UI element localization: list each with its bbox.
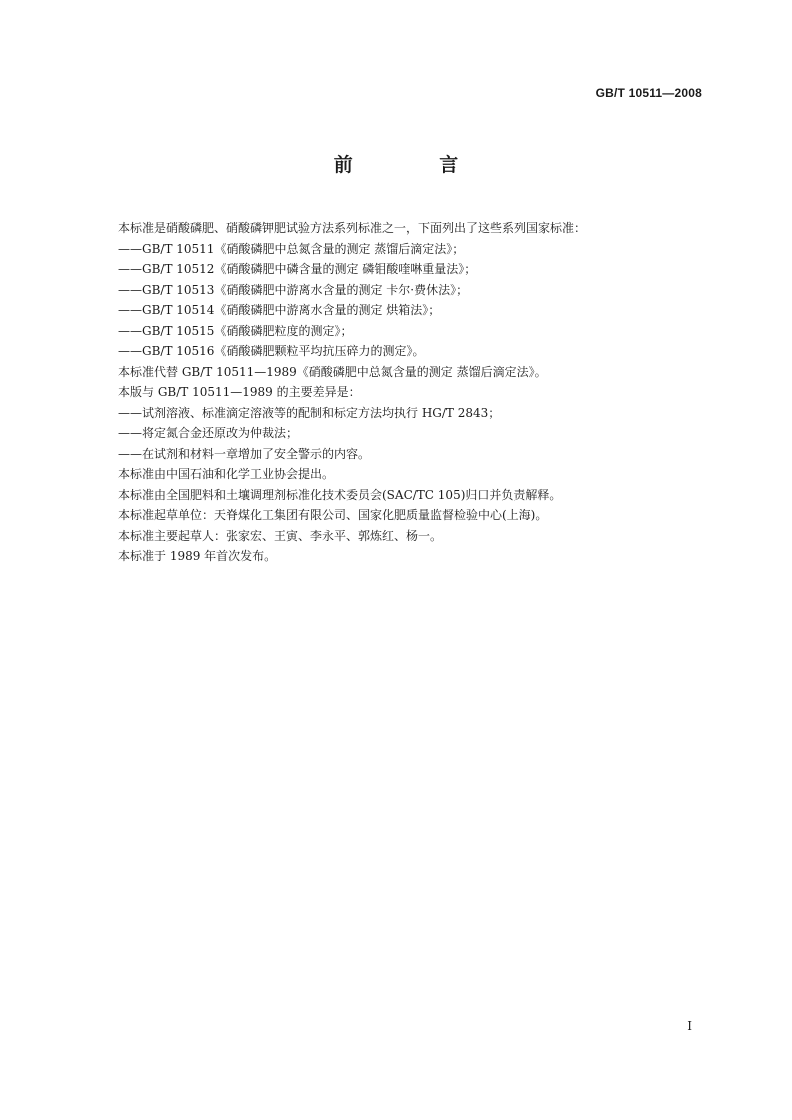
list-item-difference-1: ——试剂溶液、标准滴定溶液等的配制和标定方法均执行 HG/T 2843； xyxy=(118,405,501,420)
paragraph-drafters: 本标准主要起草人：张家宏、王寅、李永平、郭炼红、杨一。 xyxy=(118,528,443,543)
list-item-gbt-10513: ——GB/T 10513《硝酸磷肥中游离水含量的测定 卡尔·费休法》； xyxy=(118,282,469,297)
list-item-gbt-10514: ——GB/T 10514《硝酸磷肥中游离水含量的测定 烘箱法》； xyxy=(118,303,441,317)
page-number: I xyxy=(687,1019,692,1033)
page-title: 前 言 xyxy=(333,154,499,176)
paragraph-replaces: 本标准代替 GB/T 10511—1989《硝酸磷肥中总氮含量的测定 蒸馏后滴定法》。 xyxy=(118,364,547,379)
paragraph-first-issued: 本标准于 1989 年首次发布。 xyxy=(118,549,277,563)
list-item-difference-3: ——在试剂和材料一章增加了安全警示的内容。 xyxy=(118,446,371,461)
list-item-gbt-10512: ——GB/T 10512《硝酸磷肥中磷含量的测定 磷钼酸喹啉重量法》； xyxy=(118,262,477,276)
standard-code: GB/T 10511—2008 xyxy=(595,86,702,100)
list-item-gbt-10516: ——GB/T 10516《硝酸磷肥颗粒平均抗压碎力的测定》。 xyxy=(118,344,425,358)
paragraph-differences-intro: 本版与 GB/T 10511—1989 的主要差异是： xyxy=(118,385,361,399)
list-item-difference-2: ——将定氮合金还原改为仲裁法； xyxy=(118,426,299,440)
paragraph-administered-by: 本标准由全国肥料和土壤调理剂标准化技术委员会(SAC/TC 105)归口并负责解释。 xyxy=(118,487,562,502)
paragraph-series-intro: 本标准是硝酸磷肥、硝酸磷钾肥试验方法系列标准之一，下面列出了这些系列国家标准： xyxy=(118,221,587,235)
list-item-gbt-10511: ——GB/T 10511《硝酸磷肥中总氮含量的测定 蒸馏后滴定法》； xyxy=(118,241,465,256)
list-item-gbt-10515: ——GB/T 10515《硝酸磷肥粒度的测定》； xyxy=(118,323,353,338)
paragraph-proposed-by: 本标准由中国石油和化学工业协会提出。 xyxy=(118,467,335,481)
foreword-body xyxy=(118,218,678,567)
paragraph-drafting-units: 本标准起草单位：天脊煤化工集团有限公司、国家化肥质量监督检验中心(上海)。 xyxy=(118,508,548,522)
